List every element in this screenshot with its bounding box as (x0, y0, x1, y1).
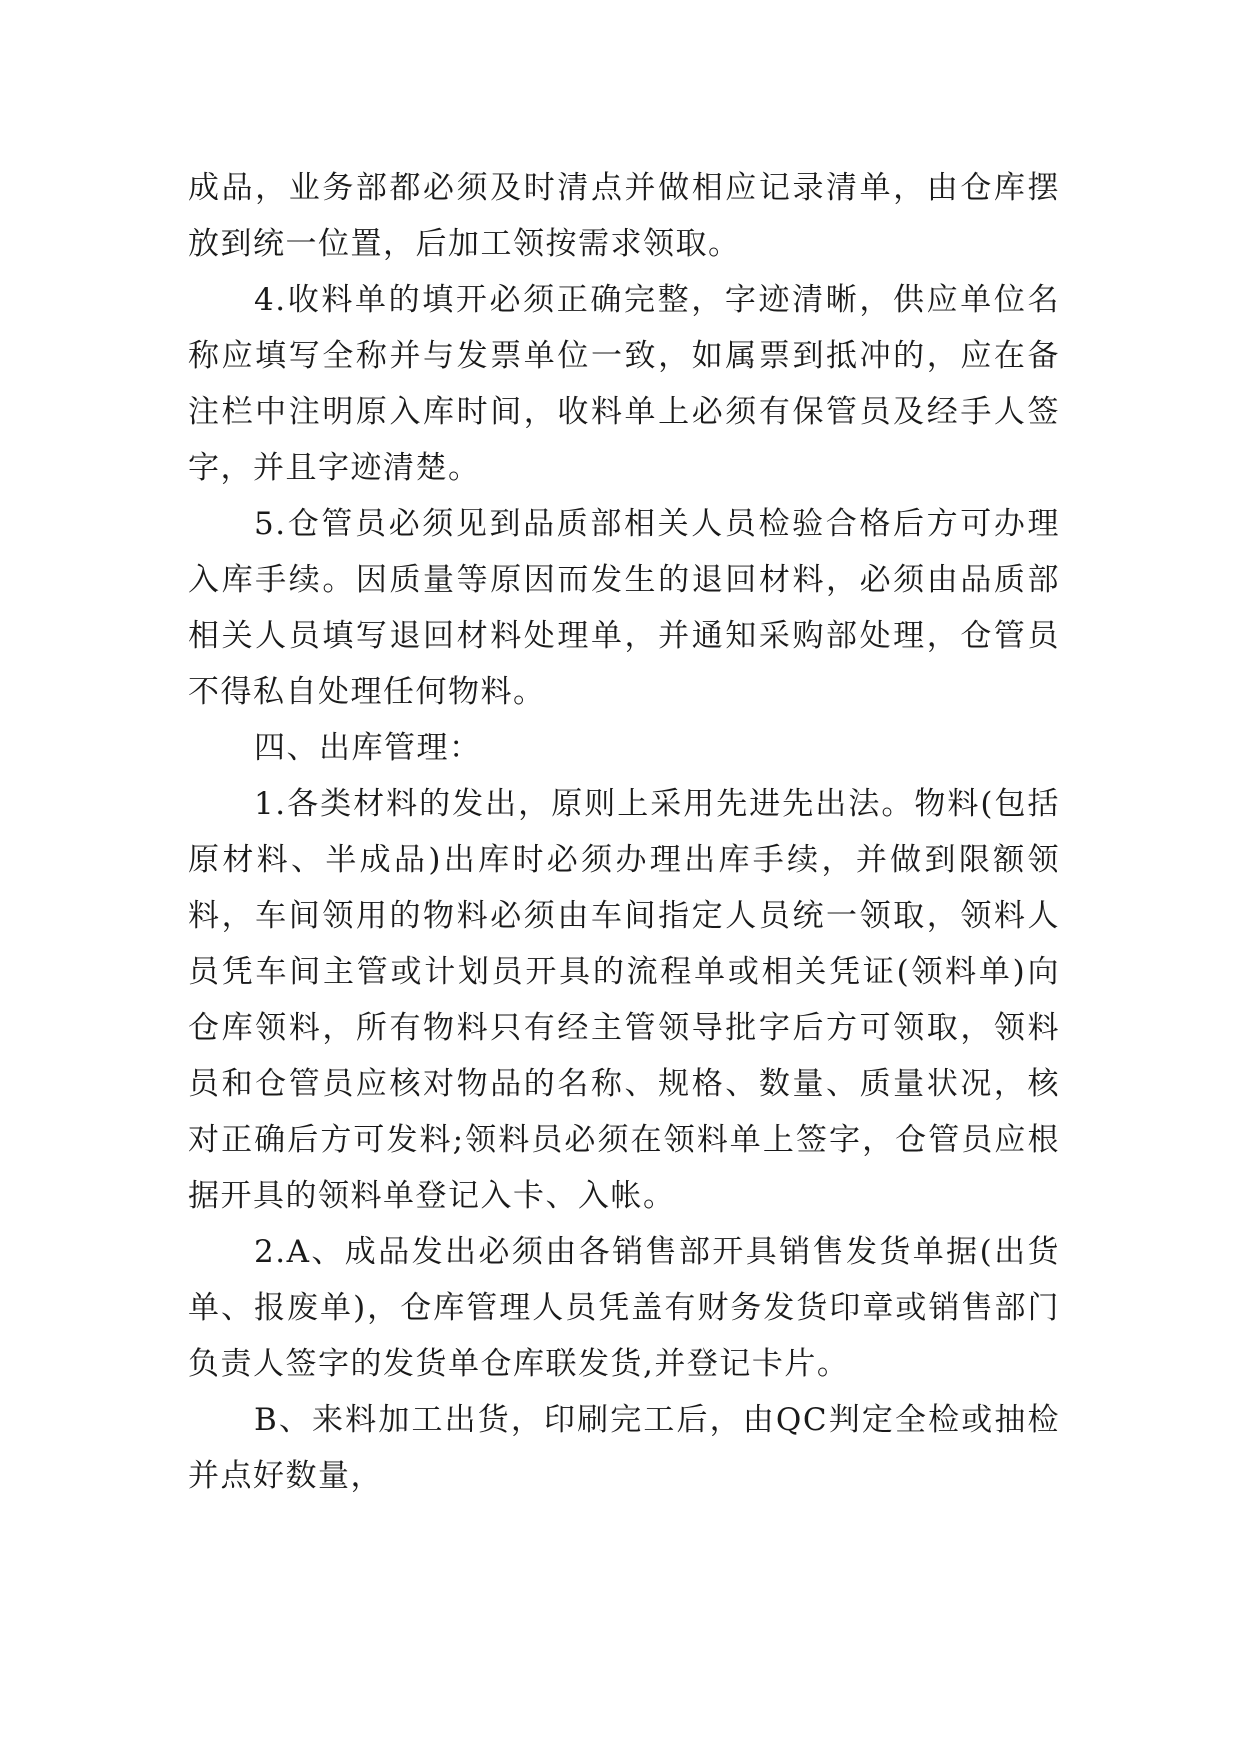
section-heading-outbound: 四、出库管理： (254, 730, 482, 766)
document-body (188, 160, 1060, 1504)
paragraph-item-5: 5.仓管员必须见到品质部相关人员检验合格后方可办理入库手续。因质量等原因而发生的退回材料，必须由品质部相关人员填写退回材料处理单，并通知采购部处理，仓管员不得私自处理任何物料。 (188, 506, 1060, 710)
paragraph-continuation: 成品，业务部都必须及时清点并做相应记录清单，由仓库摆放到统一位置，后加工领按需求领取。 (188, 170, 1060, 262)
paragraph-outbound-2a: 2.A、成品发出必须由各销售部开具销售发货单据(出货单、报废单)，仓库管理人员凭盖有财务发货印章或销售部门负责人签字的发货单仓库联发货,并登记卡片。 (188, 1234, 1060, 1382)
paragraph-item-4: 4.收料单的填开必须正确完整，字迹清晰，供应单位名称应填写全称并与发票单位一致，如属票到抵冲的，应在备注栏中注明原入库时间，收料单上必须有保管员及经手人签字，并且字迹清楚。 (188, 282, 1060, 486)
paragraph-outbound-1: 1.各类材料的发出，原则上采用先进先出法。物料(包括原材料、半成品)出库时必须办理出库手续，并做到限额领料，车间领用的物料必须由车间指定人员统一领取，领料人员凭车间主管或计划员开具的流程单或相关凭证(领料单)向仓库领料，所有物料只有经主管领导批字后方可领取，领料员和仓管员应核对物品的名称、规格、数量、质量状况，核对正确后方可发料;领料员必须在领料单上签字，仓管员应根据开具的领料单登记入卡、入帐。 (188, 786, 1060, 1214)
paragraph-outbound-2b: B、来料加工出货，印刷完工后，由QC判定全检或抽检并点好数量， (188, 1402, 1060, 1494)
